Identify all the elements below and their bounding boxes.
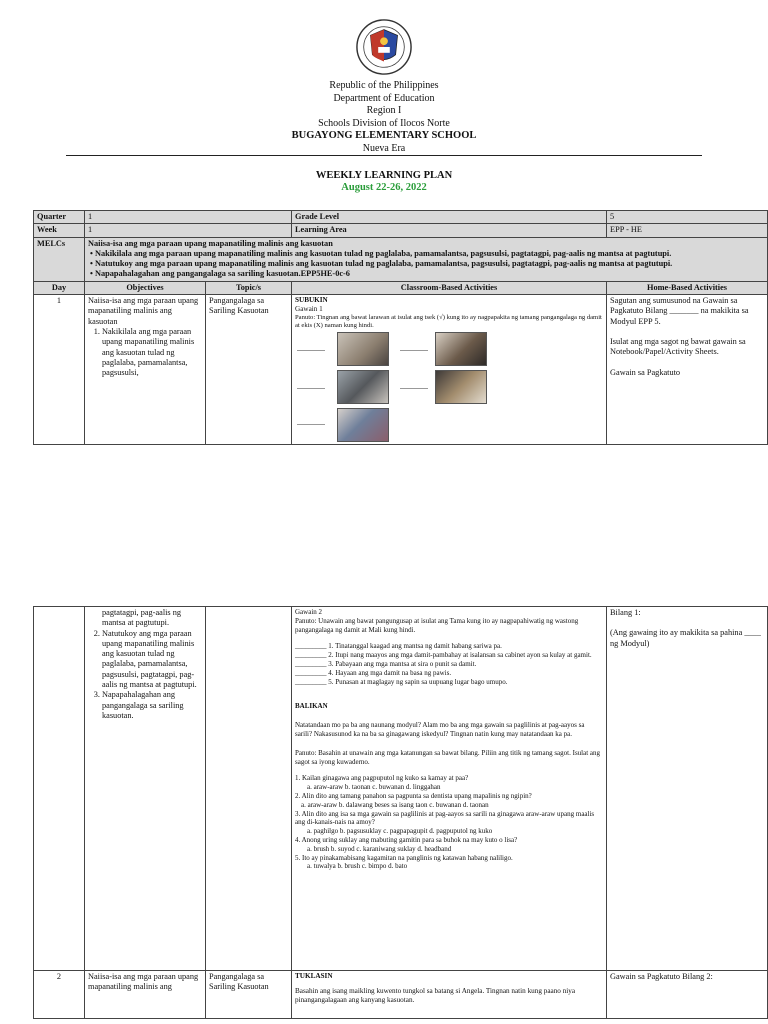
day1-home-cont — [607, 607, 768, 971]
week-value: 1 — [85, 224, 292, 237]
day1-objectives — [85, 295, 206, 445]
question-3-options: a. paghilgo b. pagsusuklay c. pagpapagupit d. pagpuputol ng kuko — [307, 827, 493, 836]
question-3: 3. Alin dito ang isa sa mga gawain sa paglilinis at pag-aayos sa sarili na ginagawa araw-araw upang maalis ang di-kanais-nais na amoy? — [295, 809, 595, 827]
obj-list-cont — [88, 629, 202, 722]
photo-1 — [337, 332, 389, 366]
gawain1-instructions: Panuto: Tingnan ang bawat larawan at isulat ang tsek (√) kung ito ay nagpapakita ng tamang pangangalaga ng damit at ekis (X) naman kung hindi. — [295, 314, 602, 330]
day1-row — [34, 295, 768, 445]
question-1-options: a. araw-araw b. taonan c. buwanan d. linggahan — [307, 783, 441, 792]
day2-home: Gawain sa Pagkatuto Bilang 2: — [607, 971, 768, 1019]
photo-3 — [337, 370, 389, 404]
day1-home-p3: Gawain sa Pagkatuto — [610, 367, 681, 377]
school-name: BUGAYONG ELEMENTARY SCHOOL — [291, 130, 477, 142]
day2-number: 2 — [34, 971, 85, 1019]
home-modyul-note: (Ang gawaing ito ay makikita sa pahina ____ ng Modyul) — [610, 628, 761, 648]
question-1: 1. Kailan ginagawa ang pagpuputol ng kuko sa kamay at paa? — [295, 774, 469, 783]
plan-table — [33, 210, 768, 445]
col-objectives: Objectives — [85, 281, 206, 294]
page-1 — [0, 0, 768, 478]
photo-5 — [337, 408, 389, 442]
town-line: Nueva Era — [362, 142, 406, 154]
photo-2 — [435, 332, 487, 366]
quarter-row — [34, 211, 768, 224]
day1-home-p1: Sagutan ang sumusunod na Gawain sa Pagkatuto Bilang _______ na makikita sa Modyul EPP 5. — [610, 296, 749, 326]
gawain1-title: Gawain 1 — [295, 305, 323, 314]
deped-seal-icon — [355, 18, 413, 76]
col-day: Day — [34, 281, 85, 294]
gawain2-item-2: _________ 2. Itupi nang maayos ang mga damit-pambahay at isalansan sa cabinet ayon sa kulay at gamit. — [295, 651, 592, 660]
question-4-options: a. brush b. suyod c. karaniwang suklay d. headband — [307, 844, 452, 853]
republic-line: Republic of the Philippines — [329, 80, 439, 91]
division-line: Schools Division of Ilocos Norte — [318, 117, 450, 129]
day2-classroom — [292, 971, 607, 1019]
region-line: Region I — [366, 105, 402, 117]
day1-obj-1: 1. Nakikilala ang mga paraan upang mapanatiling malinis ang kasuotan tulad ng paglalaba, pamamalantsa, pagsusulsi, — [102, 327, 202, 378]
day1-topic: Pangangalaga sa Sariling Kasuotan — [206, 295, 292, 445]
melcs-main: Naiisa-isa ang mga paraan upang mapanatiling malinis ang kasuotan — [88, 238, 333, 248]
melcs-label: MELCs — [34, 237, 85, 281]
gawain2-item-4: _________ 4. Hayaan ang mga damit na basa ng pawis. — [295, 668, 452, 677]
subukin-title: SUBUKIN — [295, 296, 328, 305]
photo-4 — [435, 370, 487, 404]
header-divider — [66, 155, 702, 156]
question-2: 2. Alin dito ang tamang panahon sa pagpunta sa dentista upang mapalinis ng ngipin? — [295, 791, 532, 800]
day2-objectives: Naiisa-isa ang mga paraan upang mapanatiling malinis ang — [85, 971, 206, 1019]
melcs-row — [34, 237, 768, 281]
day1-classroom-cont — [292, 607, 607, 971]
plan-heading — [0, 170, 768, 194]
gawain2-item-5: _________ 5. Punasan at maglagay ng sapin sa uupuang lugar bago umupo. — [295, 677, 508, 686]
balikan-instructions: Panuto: Basahin at unawain ang mga katanungan sa bawat bilang. Piliin ang titik ng tamang sagot. Isulat ang sagot sa iyong kuwaderno. — [295, 748, 601, 766]
gawain2-item-3: _________ 3. Pabayaan ang mga mantsa at sira o punit sa damit. — [295, 659, 477, 668]
day2-topic: Pangangalaga sa Sariling Kasuotan — [206, 971, 292, 1019]
melcs-bullet-1: • Nakikilala ang mga paraan upang mapanatiling malinis ang kasuotan tulad ng paglalaba, pamamalantsa, pagsusulsi, pagtatagpi, pag-aalis ng mantsa at pagtutupi. — [90, 248, 672, 258]
col-classroom: Classroom-Based Activities — [292, 281, 607, 294]
day1-obj-list — [88, 327, 202, 378]
plan-table-continued — [33, 606, 768, 1019]
melcs-bullet-2: • Natutukoy ang mga paraan upang mapanatiling malinis ang kasuotan tulad ng paglalaba, pamamalantsa, pagsusulsi, pagtatagpi, pag-aalis ng mantsa at pagtutupi. — [90, 259, 673, 269]
plan-date: August 22-26, 2022 — [341, 182, 427, 193]
day2-row — [34, 971, 768, 1019]
quarter-value: 1 — [85, 211, 292, 224]
area-label: Learning Area — [292, 224, 607, 237]
department-line: Department of Education — [333, 92, 435, 104]
gawain1-pictures — [295, 330, 603, 442]
grade-value: 5 — [607, 211, 768, 224]
question-5: 5. Ito ay pinakamabisang kagamitan na panglinis ng katawan habang naliligo. — [295, 853, 513, 862]
day1-classroom — [292, 295, 607, 445]
quarter-label: Quarter — [34, 211, 85, 224]
question-2-options: a. araw-araw b. dalawang beses sa isang taon c. buwanan d. taonan — [301, 800, 489, 809]
day1-home — [607, 295, 768, 445]
plan-title: WEEKLY LEARNING PLAN — [315, 170, 453, 181]
home-bilang-1: Bilang 1: — [610, 608, 641, 617]
gawain2-instructions: Panuto: Unawain ang bawat pangungusap at isulat ang Tama kung ito ay nagpapahiwatig ng wastong pangangalaga ng damit at Mali kung hindi. — [295, 616, 579, 634]
page-2 — [0, 606, 768, 1024]
tuklasin-title: TUKLASIN — [295, 972, 333, 980]
day1-obj-intro: Naiisa-isa ang mga paraan upang mapanatiling malinis ang kasuotan — [88, 296, 199, 326]
melcs-bullet-3: • Napapahalagahan ang pangangalaga sa sariling kasuotan.EPP5HE-0c-6 — [90, 269, 350, 279]
letterhead — [0, 80, 768, 156]
balikan-title: BALIKAN — [295, 702, 328, 711]
question-5-options: a. tuwalya b. brush c. bimpo d. bato — [307, 862, 408, 871]
day1-home-p2: Isulat ang mga sagot ng bawat gawain sa Notebook/Papel/Activity Sheets. — [610, 336, 746, 357]
day1-cont-row — [34, 607, 768, 971]
area-value: EPP - HE — [607, 224, 768, 237]
day1-number: 1 — [34, 295, 85, 445]
week-label: Week — [34, 224, 85, 237]
obj-2: 2. Natutukoy ang mga paraan upang mapanatiling malinis ang kasuotan tulad ng paglalaba, pamamalantsa, pagsusulsi, pagtatagpi, pag-aalis ng mantsa at pagtutupi. — [102, 629, 202, 691]
obj-3: 3. Napapahalagahan ang pangangalaga sa sariling kasuotan. — [102, 690, 202, 721]
week-row — [34, 224, 768, 237]
gawain2-item-1: _________ 1. Tinatanggal kaagad ang mantsa ng damit habang sariwa pa. — [295, 642, 502, 651]
balikan-intro: Natatandaan mo pa ba ang naunang modyul? Alam mo ba ang mga gawain sa paglilinis at pag-aayos sa sarili? Nakasusunod ka na ba sa ginagawang iskedyul? Tingnan natin kung may natatandaan ka pa. — [295, 721, 585, 738]
day1-objectives-cont — [85, 607, 206, 971]
obj-1-continued: pagtatagpi, pag-aalis ng mantsa at pagtutupi. — [102, 608, 182, 628]
column-header-row — [34, 281, 768, 294]
question-4: 4. Anong uring suklay ang mabuting gamitin para sa buhok na may kuto o lisa? — [295, 835, 518, 844]
col-topics: Topic/s — [206, 281, 292, 294]
col-home: Home-Based Activities — [607, 281, 768, 294]
gawain2-title: Gawain 2 — [295, 608, 323, 616]
grade-label: Grade Level — [292, 211, 607, 224]
melcs-content — [85, 237, 768, 281]
tuklasin-text: Basahin ang isang maikling kuwento tungkol sa batang si Angela. Tingnan natin kung paano niya pinangangalagaan ang kanyang kasuotan. — [295, 987, 576, 1004]
